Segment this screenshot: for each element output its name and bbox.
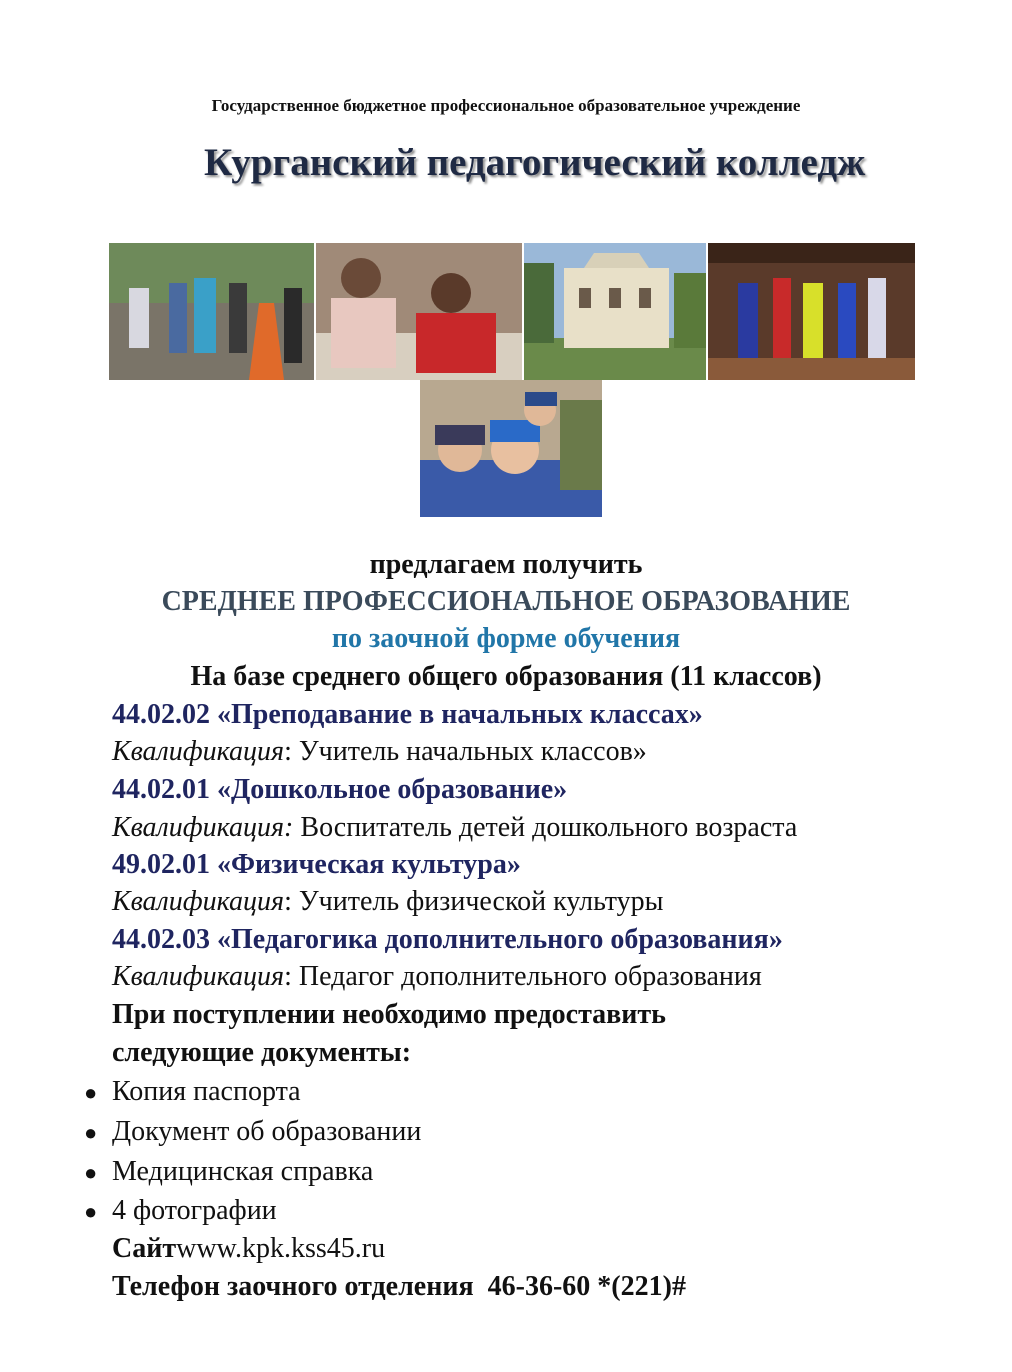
phone-label: Телефон заочного отделения (112, 1271, 474, 1302)
phone-number: 46-36-60 *(221)# (487, 1271, 686, 1302)
documents-heading-line2: следующие документы: (112, 1037, 412, 1068)
offer-study-form: по заочной форме обучения (331, 623, 681, 654)
offer-headline: СРЕДНЕЕ ПРОФЕССИОНАЛЬНОЕ ОБРАЗОВАНИЕ (161, 586, 851, 617)
documents-heading-line1: При поступлении необходимо предоставить (112, 999, 666, 1030)
photo-stage-performance (708, 243, 915, 380)
photo-college-building (524, 243, 706, 380)
offer-intro: предлагаем получить (369, 549, 643, 580)
document-item: Документ об образовании (112, 1116, 422, 1147)
qualification-value: Педагог дополнительного образования (298, 961, 762, 992)
bullet-icon: ● (84, 1120, 98, 1145)
qualification-label: Квалификация (112, 961, 285, 992)
program-2-title: 44.02.01 «Дошкольное образование» (112, 774, 568, 805)
qualification-label: Квалификация (112, 736, 285, 767)
qualification-value: Воспитатель детей дошкольного возраста (300, 812, 798, 843)
phone-line (112, 1273, 686, 1301)
program-2-qualification (112, 814, 797, 842)
program-1-qualification: Квалификация: Учитель начальных классов» (112, 736, 647, 767)
photo-students-running (109, 243, 314, 380)
bullet-icon: ● (84, 1160, 98, 1185)
bullet-icon: ● (84, 1199, 98, 1224)
college-name: Курганский педагогический колледж (204, 141, 866, 184)
bullet-icon: ● (84, 1080, 98, 1105)
document-item: Копия паспорта (112, 1076, 301, 1107)
qualification-label: Квалификация (112, 886, 285, 917)
site-label: Сайт (112, 1233, 177, 1264)
site-url: www.kpk.kss45.ru (176, 1233, 386, 1264)
document-item: Медицинская справка (112, 1156, 374, 1187)
qualification-label: Квалификация: (112, 812, 294, 843)
program-3-title: 49.02.01 «Физическая культура» (112, 849, 521, 880)
program-1-title: 44.02.02 «Преподавание в начальных классах» (112, 699, 703, 730)
program-4-qualification: Квалификация: Педагог дополнительного образования (112, 961, 762, 992)
photo-women-lesson (316, 243, 522, 380)
qualification-value: Учитель начальных классов» (298, 736, 647, 767)
site-line (112, 1235, 385, 1263)
organization-type: Государственное бюджетное профессиональное образовательное учреждение (211, 96, 801, 115)
program-4-title: 44.02.03 «Педагогика дополнительного образования» (112, 924, 783, 955)
program-3-qualification: Квалификация: Учитель физической культуры (112, 886, 664, 917)
document-item: 4 фотографии (112, 1195, 277, 1226)
photo-children-winter (420, 380, 602, 517)
qualification-value: Учитель физической культуры (298, 886, 664, 917)
offer-basis: На базе среднего общего образования (11 классов) (190, 661, 822, 692)
